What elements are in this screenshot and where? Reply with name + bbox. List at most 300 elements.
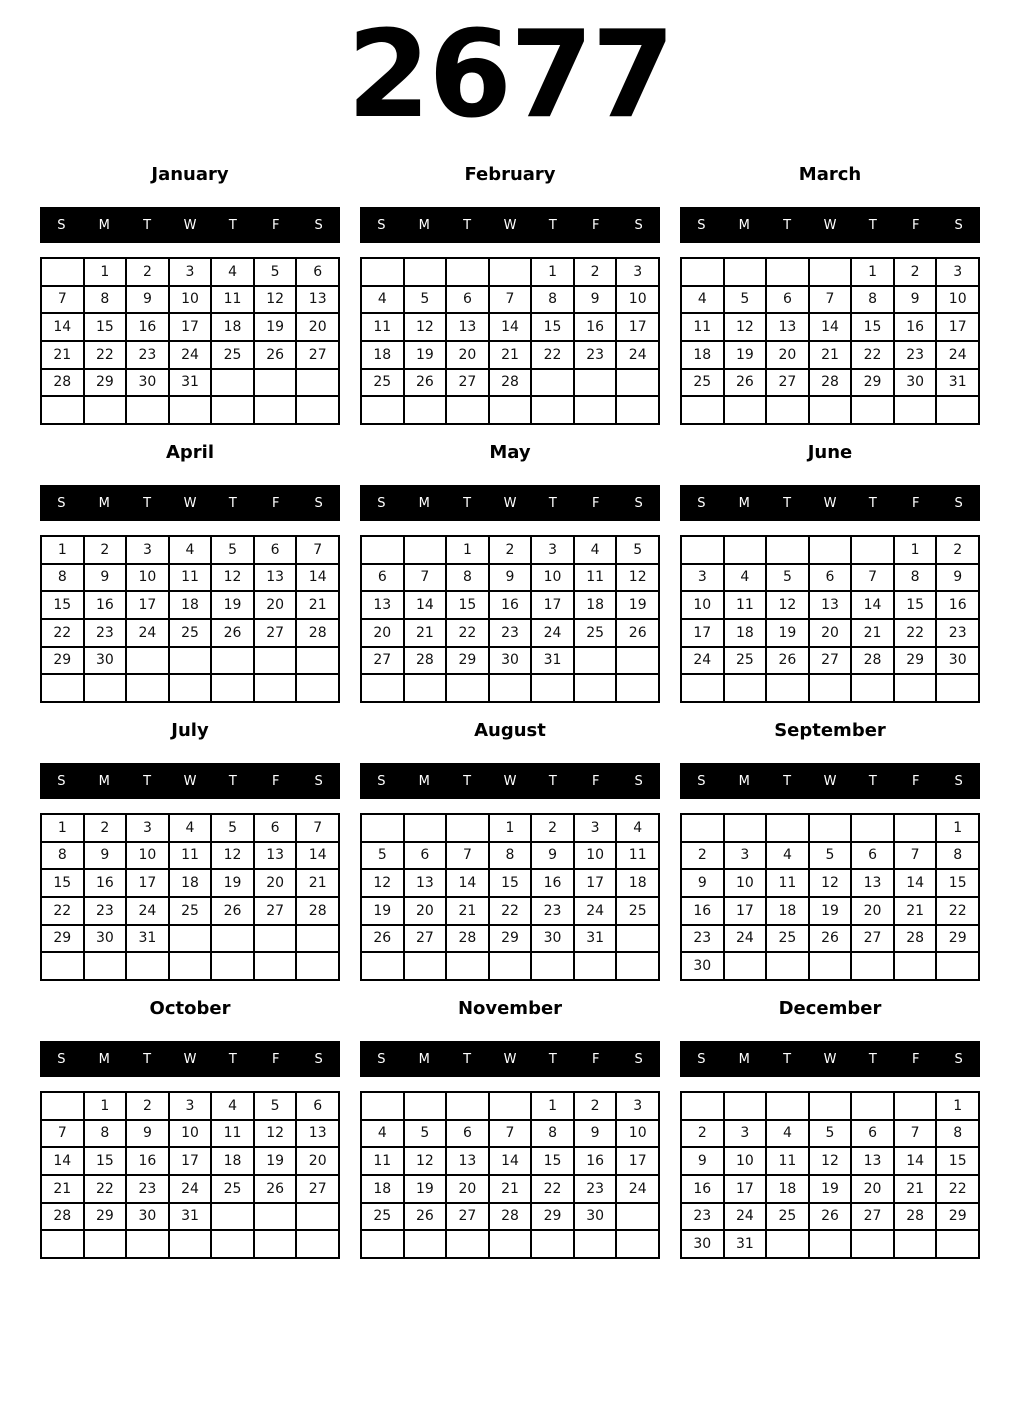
empty-day-cell (254, 1203, 297, 1231)
empty-day-cell (809, 258, 852, 286)
weekday-label: F (271, 495, 280, 511)
day-cell: 12 (809, 869, 852, 897)
day-cell: 18 (766, 1175, 809, 1203)
weekday-label: M (98, 773, 110, 789)
day-cell: 31 (724, 1230, 767, 1258)
day-cell: 24 (616, 1175, 659, 1203)
empty-day-cell (489, 258, 532, 286)
day-cell: 16 (936, 591, 979, 619)
month-name: November (457, 998, 563, 1019)
day-cell: 17 (936, 313, 979, 341)
empty-day-cell (489, 674, 532, 702)
day-cell: 27 (296, 341, 339, 369)
day-cell: 25 (361, 1203, 404, 1231)
weekday-label: S (377, 773, 386, 789)
day-cell: 19 (404, 1175, 447, 1203)
day-cell: 26 (724, 369, 767, 397)
empty-day-cell (616, 1203, 659, 1231)
day-cell: 27 (851, 1203, 894, 1231)
weekday-label: S (57, 217, 66, 233)
day-cell: 25 (169, 619, 212, 647)
empty-day-cell (126, 647, 169, 675)
day-cell: 29 (936, 1203, 979, 1231)
day-cell: 19 (404, 341, 447, 369)
day-cell: 24 (724, 1203, 767, 1231)
day-cell: 4 (211, 258, 254, 286)
day-cell: 4 (169, 536, 212, 564)
day-cell: 23 (574, 1175, 617, 1203)
empty-day-cell (616, 952, 659, 980)
day-cell: 7 (851, 564, 894, 592)
day-cell: 11 (169, 564, 212, 592)
day-cell: 26 (404, 369, 447, 397)
day-cell: 3 (169, 1092, 212, 1120)
day-cell: 12 (254, 286, 297, 314)
day-cell: 23 (936, 619, 979, 647)
empty-day-cell (851, 1092, 894, 1120)
weekday-label: M (98, 1051, 110, 1067)
weekday-label: W (503, 217, 517, 233)
weekday-label: M (738, 1051, 750, 1067)
day-cell: 31 (169, 369, 212, 397)
day-cell: 1 (41, 536, 84, 564)
day-cell: 30 (489, 647, 532, 675)
day-cell: 6 (296, 258, 339, 286)
empty-day-cell (616, 674, 659, 702)
day-cell: 29 (41, 647, 84, 675)
weekday-label: T (868, 495, 877, 511)
day-cell: 26 (616, 619, 659, 647)
day-cell: 10 (681, 591, 724, 619)
day-cell: 21 (296, 591, 339, 619)
day-cell: 24 (616, 341, 659, 369)
day-cell: 25 (211, 1175, 254, 1203)
weekday-label: M (738, 773, 750, 789)
day-cell: 3 (126, 536, 169, 564)
day-cell: 21 (404, 619, 447, 647)
day-cell: 13 (361, 591, 404, 619)
day-cell: 17 (724, 1175, 767, 1203)
empty-day-cell (446, 1230, 489, 1258)
day-cell: 8 (84, 1120, 127, 1148)
day-cell: 22 (489, 897, 532, 925)
day-cell: 3 (126, 814, 169, 842)
day-cell: 7 (296, 536, 339, 564)
day-cell: 20 (766, 341, 809, 369)
day-cell: 31 (936, 369, 979, 397)
weekday-label: M (738, 495, 750, 511)
empty-day-cell (254, 1230, 297, 1258)
weekday-label: T (783, 773, 792, 789)
weekday-header-row (680, 1041, 980, 1077)
weekday-label: W (503, 1051, 517, 1067)
day-cell: 30 (531, 925, 574, 953)
month-block (40, 708, 340, 986)
day-cell: 10 (169, 1120, 212, 1148)
weekday-label: S (377, 495, 386, 511)
day-cell: 13 (851, 1147, 894, 1175)
day-cell: 9 (681, 1147, 724, 1175)
day-cell: 28 (489, 1203, 532, 1231)
weekday-label: F (591, 495, 600, 511)
weekday-header-row (360, 1041, 660, 1077)
empty-day-cell (851, 396, 894, 424)
month-block (360, 430, 660, 708)
empty-day-cell (616, 647, 659, 675)
month-block (40, 152, 340, 430)
day-cell: 3 (169, 258, 212, 286)
day-cell: 20 (404, 897, 447, 925)
empty-day-cell (296, 396, 339, 424)
day-cell: 16 (531, 869, 574, 897)
weekday-label: T (548, 773, 557, 789)
day-cell: 10 (169, 286, 212, 314)
weekday-label: F (591, 773, 600, 789)
month-name: May (489, 442, 531, 463)
day-cell: 4 (681, 286, 724, 314)
day-cell: 25 (616, 897, 659, 925)
day-cell: 20 (296, 1147, 339, 1175)
day-cell: 2 (936, 536, 979, 564)
day-cell: 16 (894, 313, 937, 341)
empty-day-cell (894, 814, 937, 842)
month-name: July (171, 720, 209, 741)
day-cell: 21 (41, 341, 84, 369)
day-cell: 6 (809, 564, 852, 592)
empty-day-cell (211, 396, 254, 424)
day-cell: 9 (936, 564, 979, 592)
weekday-label: T (868, 1051, 877, 1067)
month-block (360, 708, 660, 986)
day-cell: 15 (84, 313, 127, 341)
day-cell: 17 (531, 591, 574, 619)
day-cell: 22 (41, 897, 84, 925)
empty-day-cell (296, 674, 339, 702)
day-cell: 13 (446, 1147, 489, 1175)
day-cell: 18 (169, 591, 212, 619)
day-cell: 28 (296, 897, 339, 925)
day-cell: 3 (724, 1120, 767, 1148)
day-cell: 8 (936, 1120, 979, 1148)
empty-day-cell (809, 674, 852, 702)
day-cell: 27 (404, 925, 447, 953)
empty-day-cell (169, 674, 212, 702)
weekday-label: T (228, 773, 237, 789)
weekday-header-row (680, 485, 980, 521)
weekday-label: W (183, 1051, 197, 1067)
day-cell: 28 (41, 369, 84, 397)
day-cell: 3 (616, 258, 659, 286)
month-grid (360, 257, 660, 425)
weekday-label: F (591, 217, 600, 233)
day-cell: 7 (404, 564, 447, 592)
day-cell: 6 (446, 286, 489, 314)
day-cell: 5 (211, 814, 254, 842)
day-cell: 19 (809, 897, 852, 925)
day-cell: 2 (894, 258, 937, 286)
month-grid (680, 257, 980, 425)
month-block (680, 986, 980, 1264)
day-cell: 9 (574, 286, 617, 314)
weekday-label: W (183, 217, 197, 233)
empty-day-cell (681, 396, 724, 424)
day-cell: 27 (851, 925, 894, 953)
day-cell: 22 (84, 341, 127, 369)
month-name: June (807, 442, 853, 463)
empty-day-cell (41, 396, 84, 424)
month-name: January (151, 164, 229, 185)
empty-day-cell (894, 1230, 937, 1258)
day-cell: 25 (681, 369, 724, 397)
day-cell: 24 (531, 619, 574, 647)
weekday-label: S (57, 495, 66, 511)
weekday-label: W (503, 495, 517, 511)
day-cell: 12 (616, 564, 659, 592)
weekday-label: F (911, 1051, 920, 1067)
day-cell: 15 (531, 313, 574, 341)
day-cell: 26 (361, 925, 404, 953)
day-cell: 5 (404, 286, 447, 314)
day-cell: 8 (851, 286, 894, 314)
empty-day-cell (809, 952, 852, 980)
day-cell: 13 (404, 869, 447, 897)
month-block (360, 152, 660, 430)
empty-day-cell (766, 952, 809, 980)
day-cell: 29 (84, 1203, 127, 1231)
day-cell: 24 (169, 341, 212, 369)
empty-day-cell (211, 1230, 254, 1258)
day-cell: 8 (894, 564, 937, 592)
empty-day-cell (724, 952, 767, 980)
empty-day-cell (724, 536, 767, 564)
day-cell: 2 (531, 814, 574, 842)
empty-day-cell (681, 1092, 724, 1120)
day-cell: 1 (84, 1092, 127, 1120)
day-cell: 12 (361, 869, 404, 897)
weekday-label: W (503, 773, 517, 789)
empty-day-cell (126, 952, 169, 980)
empty-day-cell (211, 647, 254, 675)
day-cell: 15 (531, 1147, 574, 1175)
empty-day-cell (809, 396, 852, 424)
day-cell: 7 (809, 286, 852, 314)
empty-day-cell (809, 1092, 852, 1120)
month-name: August (474, 720, 546, 741)
day-cell: 20 (851, 1175, 894, 1203)
weekday-header-row (40, 763, 340, 799)
day-cell: 10 (126, 842, 169, 870)
day-cell: 7 (894, 842, 937, 870)
day-cell: 19 (254, 313, 297, 341)
weekday-label: T (783, 217, 792, 233)
day-cell: 29 (41, 925, 84, 953)
day-cell: 17 (169, 313, 212, 341)
day-cell: 23 (84, 619, 127, 647)
empty-day-cell (41, 1092, 84, 1120)
empty-day-cell (936, 396, 979, 424)
day-cell: 28 (809, 369, 852, 397)
day-cell: 5 (724, 286, 767, 314)
day-cell: 6 (446, 1120, 489, 1148)
empty-day-cell (574, 647, 617, 675)
day-cell: 28 (296, 619, 339, 647)
day-cell: 19 (254, 1147, 297, 1175)
weekday-label: S (377, 1051, 386, 1067)
weekday-label: W (183, 773, 197, 789)
day-cell: 17 (574, 869, 617, 897)
day-cell: 5 (211, 536, 254, 564)
weekday-label: F (911, 217, 920, 233)
day-cell: 8 (531, 1120, 574, 1148)
empty-day-cell (361, 814, 404, 842)
day-cell: 7 (446, 842, 489, 870)
day-cell: 3 (681, 564, 724, 592)
day-cell: 2 (126, 1092, 169, 1120)
day-cell: 20 (446, 1175, 489, 1203)
weekday-label: T (143, 217, 152, 233)
weekday-label: F (911, 495, 920, 511)
day-cell: 14 (809, 313, 852, 341)
day-cell: 8 (41, 842, 84, 870)
day-cell: 7 (894, 1120, 937, 1148)
month-block (40, 430, 340, 708)
day-cell: 14 (489, 313, 532, 341)
day-cell: 20 (851, 897, 894, 925)
weekday-label: S (57, 1051, 66, 1067)
empty-day-cell (404, 952, 447, 980)
day-cell: 23 (126, 341, 169, 369)
weekday-label: T (868, 217, 877, 233)
day-cell: 7 (41, 1120, 84, 1148)
day-cell: 14 (41, 1147, 84, 1175)
empty-day-cell (531, 674, 574, 702)
empty-day-cell (489, 396, 532, 424)
weekday-label: T (783, 495, 792, 511)
day-cell: 1 (84, 258, 127, 286)
day-cell: 1 (489, 814, 532, 842)
empty-day-cell (851, 814, 894, 842)
day-cell: 13 (851, 869, 894, 897)
day-cell: 1 (851, 258, 894, 286)
day-cell: 29 (851, 369, 894, 397)
day-cell: 20 (446, 341, 489, 369)
day-cell: 13 (809, 591, 852, 619)
day-cell: 26 (254, 1175, 297, 1203)
day-cell: 18 (361, 341, 404, 369)
day-cell: 17 (616, 1147, 659, 1175)
month-grid (360, 1091, 660, 1259)
day-cell: 30 (936, 647, 979, 675)
day-cell: 1 (531, 1092, 574, 1120)
month-grid (360, 535, 660, 703)
empty-day-cell (681, 674, 724, 702)
month-block (40, 986, 340, 1264)
day-cell: 8 (489, 842, 532, 870)
empty-day-cell (126, 396, 169, 424)
empty-day-cell (361, 952, 404, 980)
day-cell: 21 (446, 897, 489, 925)
day-cell: 30 (84, 925, 127, 953)
day-cell: 20 (254, 869, 297, 897)
weekday-label: S (57, 773, 66, 789)
day-cell: 11 (361, 313, 404, 341)
day-cell: 11 (574, 564, 617, 592)
day-cell: 4 (766, 842, 809, 870)
day-cell: 25 (724, 647, 767, 675)
weekday-label: S (697, 773, 706, 789)
day-cell: 6 (851, 842, 894, 870)
day-cell: 21 (41, 1175, 84, 1203)
day-cell: 11 (766, 869, 809, 897)
empty-day-cell (169, 925, 212, 953)
empty-day-cell (446, 1092, 489, 1120)
day-cell: 9 (126, 1120, 169, 1148)
empty-day-cell (404, 674, 447, 702)
weekday-label: T (143, 1051, 152, 1067)
weekday-label: T (228, 495, 237, 511)
empty-day-cell (446, 674, 489, 702)
day-cell: 27 (766, 369, 809, 397)
empty-day-cell (766, 674, 809, 702)
empty-day-cell (296, 1203, 339, 1231)
day-cell: 8 (531, 286, 574, 314)
day-cell: 15 (851, 313, 894, 341)
weekday-label: T (463, 217, 472, 233)
weekday-label: M (418, 217, 430, 233)
empty-day-cell (446, 258, 489, 286)
day-cell: 23 (489, 619, 532, 647)
day-cell: 15 (41, 869, 84, 897)
day-cell: 6 (254, 814, 297, 842)
empty-day-cell (84, 952, 127, 980)
empty-day-cell (404, 536, 447, 564)
empty-day-cell (404, 258, 447, 286)
day-cell: 14 (296, 564, 339, 592)
empty-day-cell (809, 536, 852, 564)
month-name: February (464, 164, 556, 185)
weekday-header-row (360, 485, 660, 521)
day-cell: 15 (936, 869, 979, 897)
weekday-header-row (40, 1041, 340, 1077)
weekday-label: S (954, 1051, 963, 1067)
day-cell: 21 (809, 341, 852, 369)
day-cell: 12 (404, 1147, 447, 1175)
weekday-label: S (634, 217, 643, 233)
day-cell: 13 (446, 313, 489, 341)
day-cell: 28 (489, 369, 532, 397)
empty-day-cell (169, 647, 212, 675)
empty-day-cell (126, 1230, 169, 1258)
empty-day-cell (616, 369, 659, 397)
day-cell: 29 (489, 925, 532, 953)
day-cell: 29 (84, 369, 127, 397)
day-cell: 12 (766, 591, 809, 619)
day-cell: 28 (894, 925, 937, 953)
day-cell: 18 (766, 897, 809, 925)
day-cell: 16 (126, 313, 169, 341)
day-cell: 15 (894, 591, 937, 619)
day-cell: 23 (531, 897, 574, 925)
month-block (360, 986, 660, 1264)
empty-day-cell (84, 674, 127, 702)
day-cell: 21 (894, 897, 937, 925)
month-grid (40, 813, 340, 981)
day-cell: 30 (126, 369, 169, 397)
day-cell: 16 (489, 591, 532, 619)
weekday-label: W (823, 217, 837, 233)
weekday-label: S (634, 1051, 643, 1067)
weekday-label: S (314, 1051, 323, 1067)
